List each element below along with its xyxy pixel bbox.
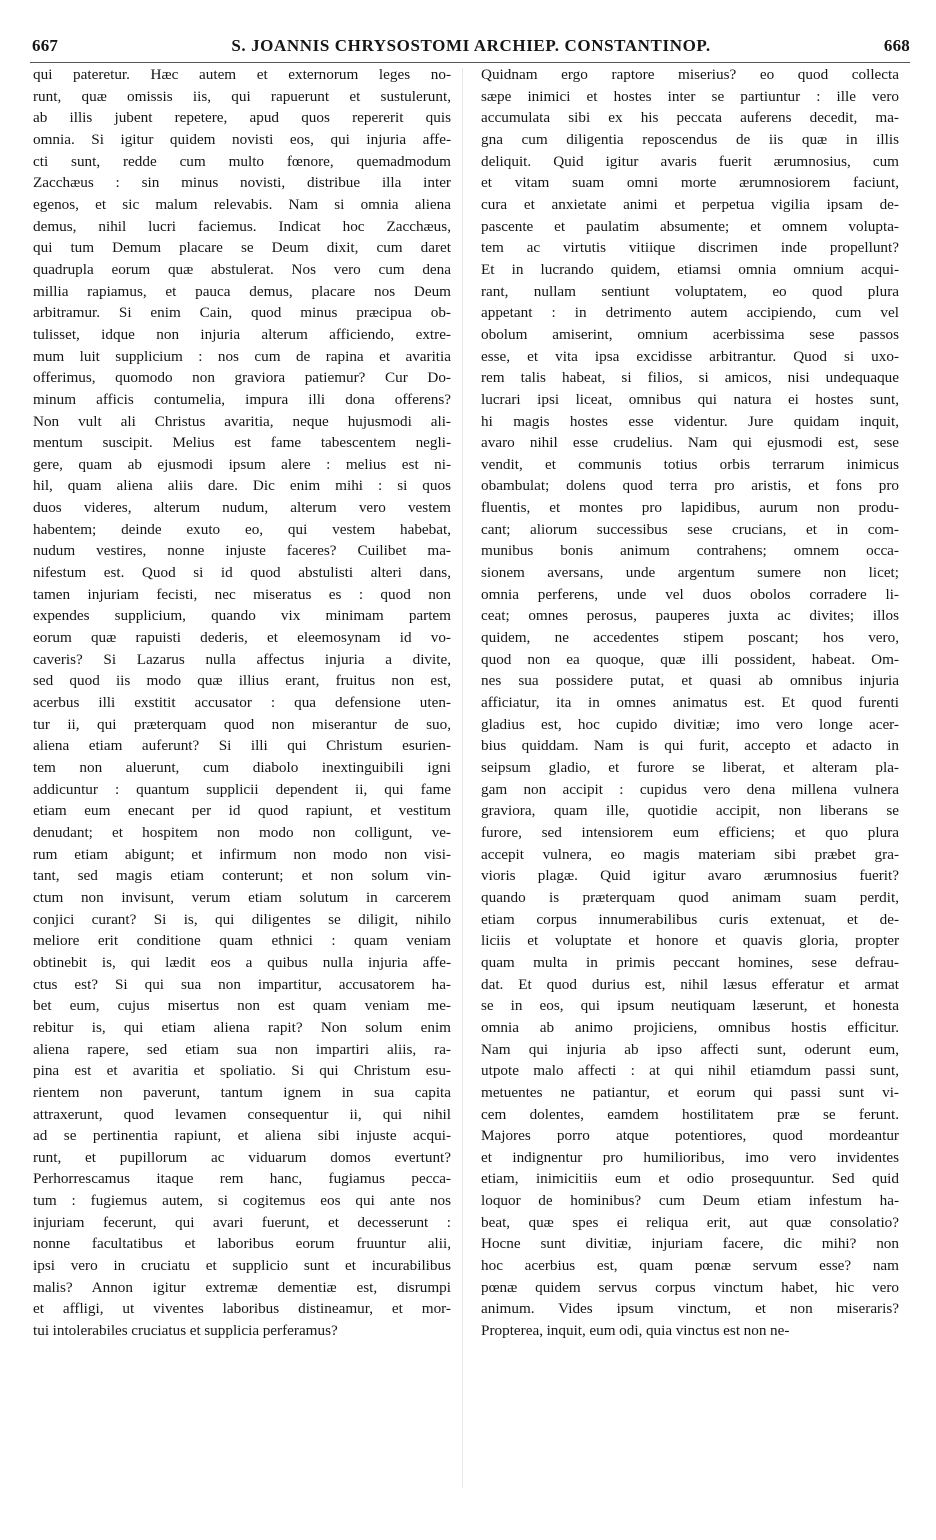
text-line: mentum suscipit. Melius est fame tabescentem negli- bbox=[33, 434, 451, 452]
text-line: quando is præterquam quod animam suam perdit, bbox=[481, 888, 899, 906]
text-line: sed quod iis modo quæ illius erant, fruitus non est, bbox=[33, 672, 451, 690]
text-line: expendes supplicium, quando vix minimam partem bbox=[33, 607, 451, 625]
text-line: tur ii, qui præterquam quod non miserantur de suo, bbox=[33, 715, 451, 733]
text-line: tulisset, idque non injuria alterum afficiendo, extre- bbox=[33, 325, 451, 343]
text-line: acerbus illi exstitit accusator : qua defensione uten- bbox=[33, 694, 451, 712]
text-line: ctus est? Si qui sua non impartitur, accusatorem ha- bbox=[33, 975, 451, 993]
text-line: qui tum Demum placare se Deum dixit, cum daret bbox=[33, 239, 451, 257]
text-line: vioris plagæ. Quid igitur avaro ærumnosius fuerit? bbox=[481, 867, 899, 885]
text-line: duos videres, alterum nudum, alterum vero vestem bbox=[33, 499, 451, 517]
text-line: Non vult ali Christus avaritia, neque hujusmodi ali- bbox=[33, 412, 451, 430]
text-line: quadrupla eorum quæ abstulerat. Nos vero cum dena bbox=[33, 260, 451, 278]
text-line: Et in lucrando quidem, etiamsi omnia omnium acqui- bbox=[481, 260, 899, 278]
text-line: qui pateretur. Hæc autem et externorum leges no- bbox=[33, 66, 451, 83]
text-line: gna cum diligentia reposcendus de iis quæ in illis bbox=[481, 130, 899, 148]
text-line: gere, quam ab ejusmodi ipsum alere : melius est ni- bbox=[33, 455, 451, 473]
text-line: eorum quæ rapuisti dederis, et eleemosynam id vo- bbox=[33, 629, 451, 647]
text-line: se in eos, qui ipsum neutiquam læserunt, et honesta bbox=[481, 997, 899, 1015]
text-line: omnia ab animo projiciens, omnibus hostis efficitur. bbox=[481, 1018, 899, 1036]
text-line: esse, et vita ipsa excidisse arbitrantur. Quod si uxo- bbox=[481, 347, 899, 365]
text-line: appetant : in detrimento autem accipiendo, cum vel bbox=[481, 304, 899, 322]
text-line: pœnæ quidem servus corpus vinctum habet, hic vero bbox=[481, 1278, 899, 1296]
text-line: pina est et avaritia et spoliatio. Si qui Christum esu- bbox=[33, 1062, 451, 1080]
text-line: caveris? Si Lazarus nulla affectus injuria a divite, bbox=[33, 650, 451, 668]
text-line: vendit, et communis totius orbis terrarum inimicus bbox=[481, 455, 899, 473]
text-line: egenos, et sic malum relevabis. Nam si omnia aliena bbox=[33, 195, 451, 213]
text-line: tamen injuriam fecisti, nec miseratus es : quod non bbox=[33, 585, 451, 603]
text-line: aliena rapere, sed etiam sua non impartiri aliis, ra- bbox=[33, 1040, 451, 1058]
text-line: etiam, inimicitiis eum et odio prosequuntur. Sed quid bbox=[481, 1170, 899, 1188]
text-line: aliena etiam auferunt? Si illi qui Christum esurien- bbox=[33, 737, 451, 755]
text-line: meliore erit conditione quam ethnici : quam veniam bbox=[33, 932, 451, 950]
text-line: Propterea, inquit, eum odi, quia vinctus est non ne- bbox=[481, 1322, 790, 1340]
text-line: beat, quæ spes ei reliqua erit, aut quæ consolatio? bbox=[481, 1213, 899, 1231]
text-line: furore, sed intensiorem eum efficiens; et quo plura bbox=[481, 823, 899, 841]
text-line: omnia. Si igitur quidem novisti eos, qui injuria affe- bbox=[33, 130, 451, 148]
text-line: nudum vestires, nonne injuste faceres? Cuilibet ma- bbox=[33, 542, 451, 560]
text-line: tum : fugiemus autem, si cogitemus eos qui ante nos bbox=[33, 1192, 451, 1210]
page-header bbox=[32, 36, 910, 60]
text-line: nes sua possidere putat, et quasi ab omnibus injuria bbox=[481, 672, 899, 690]
text-line: tem non aluerunt, cum diabolo inextinguibili igni bbox=[33, 759, 451, 776]
text-line: liciis et voluptate et honore et quavis gloria, propter bbox=[481, 932, 899, 950]
text-line: quod non ea quoque, quæ illi possident, habeat. Om- bbox=[481, 650, 899, 668]
text-line: conjici curant? Si is, qui diligentes se diligit, nihilo bbox=[33, 910, 451, 928]
text-line: malis? Annon igitur extremæ dementiæ est, disrumpi bbox=[33, 1278, 451, 1296]
text-line: ad se pertinentia rapiunt, et aliena sibi injuste acqui- bbox=[33, 1127, 451, 1145]
text-line: etiam eum enecant per id quod rapiunt, et vestitum bbox=[33, 802, 451, 820]
text-line: ipsi vero in cruciatu et supplicio sunt et incurabilibus bbox=[33, 1257, 451, 1275]
text-line: runt, et pupillorum ac viduarum domos evertunt? bbox=[33, 1148, 451, 1166]
text-line: graviora, quam ille, quotidie accipit, non liberans se bbox=[481, 802, 899, 820]
text-line: millia rapiamus, et pauca demus, placare nos Deum bbox=[33, 282, 451, 300]
text-line: obtinebit is, qui lædit eos a quibus nulla injuria affe- bbox=[33, 953, 451, 971]
text-line: hi magis hostes esse videntur. Jure quidam inquit, bbox=[481, 412, 899, 430]
text-line: minum afficis contumelia, impura illi dona offerens? bbox=[33, 390, 451, 408]
text-line: tem ac virtutis vitiique discrimen inde propellunt? bbox=[481, 239, 899, 257]
text-line: et affligi, ut viventes laboribus distineamur, et mor- bbox=[33, 1300, 451, 1318]
text-line: addicuntur : quantum supplicii dependent ii, qui fame bbox=[33, 780, 451, 798]
left-column bbox=[33, 64, 451, 1342]
text-line: denudant; et hospitem non modo non colligunt, ve- bbox=[33, 823, 451, 841]
text-line: cant; aliorum successibus sese crucians, et in com- bbox=[481, 520, 899, 538]
text-line: quam multa in primis peccant homines, sese defrau- bbox=[481, 953, 899, 971]
text-line: Nam qui injuria ab ipso affecti sunt, oderunt eum, bbox=[481, 1040, 899, 1058]
right-column bbox=[481, 64, 899, 1342]
text-line: utpote malo affecti : at qui nihil etiamdum passi sunt, bbox=[481, 1062, 899, 1080]
text-line: rem talis habeat, si filios, si amicos, nisi undequaque bbox=[481, 369, 899, 387]
text-line: cti sunt, redde cum multo fœnore, quemadmodum bbox=[33, 152, 451, 170]
text-line: gam non accipit : cupidus vero dena millena vulnera bbox=[481, 780, 899, 798]
text-line: mum luit supplicium : nos cum de rapina et avaritia bbox=[33, 347, 451, 365]
text-line: lucrari ipsi liceat, omnibus qui natura ei hostes sunt, bbox=[481, 390, 899, 408]
text-line: afficiatur, ita in omnes animatus est. Et quod furenti bbox=[481, 694, 899, 712]
text-line: gladius est, hoc cupido divitiæ; imo vero longe acer- bbox=[481, 715, 899, 733]
text-line: sæpe inimici et hostes inter se partiuntur : ille vero bbox=[481, 87, 899, 105]
page-number-left: 667 bbox=[32, 36, 59, 55]
text-line: arbitramur. Si enim Cain, quod minus præcipua ob- bbox=[33, 304, 451, 322]
text-line: quidem, ne accedentes stipem poscant; hos vero, bbox=[481, 629, 899, 647]
running-title: S. JOANNIS CHRYSOSTOMI ARCHIEP. CONSTANTINOP. bbox=[231, 36, 711, 55]
text-line: rientem non paverunt, tantum ignem in sua capita bbox=[33, 1083, 451, 1101]
text-line: obambulat; dolens quod terra pro aristis, et fons pro bbox=[481, 477, 899, 495]
text-line: loquor de hominibus? cum Deum etiam infestum ha- bbox=[481, 1192, 899, 1210]
text-line: habentem; deinde exuto eo, qui vestem habebat, bbox=[33, 520, 451, 538]
text-line: omnia perferens, unde vel duos obolos corradere li- bbox=[481, 585, 899, 603]
text-line: injuriam fecerunt, qui avari fuerunt, et decesserunt : bbox=[33, 1213, 451, 1231]
text-line: rum etiam abigunt; et infirmum non modo non visi- bbox=[33, 845, 451, 863]
text-line: accumulata sibi ex his peccata auferens decedit, ma- bbox=[481, 109, 899, 127]
page-number-right: 668 bbox=[883, 36, 910, 55]
text-line: avaro nihil esse crudelius. Nam qui ejusmodi est, sese bbox=[481, 434, 899, 452]
text-line: attraxerunt, quod levamen consequentur ii, qui nihil bbox=[33, 1105, 451, 1123]
text-line: Hocne sunt divitiæ, injuriam facere, dic mihi? non bbox=[481, 1235, 899, 1253]
text-line: Perhorrescamus itaque rem hanc, fugiamus pecca- bbox=[33, 1170, 451, 1188]
text-line: cura et anxietate animi et perpetua vigilia ipsam de- bbox=[481, 195, 899, 213]
text-line: accepit vulnera, eo magis materiam sibi præbet gra- bbox=[481, 845, 899, 863]
text-line: etiam corpus innumerabilibus curis extenuat, et de- bbox=[481, 910, 899, 928]
text-line: deliquit. Quid igitur avaris fuerit ærumnosius, cum bbox=[481, 152, 899, 170]
text-line: hil, quam aliena aliis dare. Dic enim mihi : si quos bbox=[33, 477, 451, 495]
text-line: cem dolentes, eamdem hostilitatem præ se ferunt. bbox=[481, 1105, 899, 1123]
text-line: runt, quæ omissis iis, qui rapuerunt et sustulerunt, bbox=[33, 87, 451, 105]
text-line: Majores porro atque potentiores, quod mordeantur bbox=[481, 1127, 899, 1145]
text-line: demus, nihil lucri faciemus. Indicat hoc Zacchæus, bbox=[33, 217, 451, 235]
text-line: rant, nullam sentiunt voluptatem, eo quod plura bbox=[481, 282, 899, 300]
text-line: nonne facultatibus et laboribus eorum fruuntur alii, bbox=[33, 1235, 451, 1253]
text-line: pascente et paulatim absumente; et omnem volupta- bbox=[481, 217, 899, 235]
text-line: hoc acerbius est, quam pœnæ servum esse? nam bbox=[481, 1257, 899, 1275]
text-line: rebitur is, qui etiam aliena rapit? Non solum enim bbox=[33, 1018, 451, 1036]
text-line: fluentis, et montes pro lapidibus, aurum non produ- bbox=[481, 499, 899, 517]
text-line: offerimus, quomodo non graviora patiemur? Cur Do- bbox=[33, 369, 451, 387]
text-line: dat. Et quod durius est, nihil læsus efferatur et armat bbox=[481, 975, 899, 993]
text-line: bet eum, cujus misertus non est quam veniam me- bbox=[33, 997, 451, 1015]
text-line: ctum non invisunt, verum etiam solutum in carcerem bbox=[33, 888, 451, 906]
header-rule bbox=[30, 62, 910, 63]
text-line: tui intolerabiles cruciatus et supplicia perferamus? bbox=[33, 1322, 338, 1340]
text-line: metuentes ne patiantur, et eorum qui passi sunt vi- bbox=[481, 1083, 899, 1101]
text-line: obolum amiserint, omnium acerbissima sese passos bbox=[481, 325, 899, 343]
column-gutter bbox=[462, 68, 463, 1488]
text-line: Zacchæus : sin minus novisti, distribue illa inter bbox=[33, 174, 451, 192]
text-line: ceat; omnes perosus, pauperes juxta ac divites; illos bbox=[481, 607, 899, 625]
text-line: tant, sed magis etiam conterunt; et non solum vin- bbox=[33, 867, 451, 885]
text-line: animum. Vides ipsum vinctum, et non miseraris? bbox=[481, 1300, 899, 1318]
text-line: ab illis jubent repetere, apud quos repererit quis bbox=[33, 109, 451, 127]
text-line: sionem aversans, unde argentum sumere non licet; bbox=[481, 564, 899, 582]
text-line: nifestum est. Quod si id quod abstulisti alteri dans, bbox=[33, 564, 451, 582]
text-line: bius quiddam. Nam is qui furit, accepto et adacto in bbox=[481, 737, 899, 755]
text-line: munibus bonis animum contrahens; omnem occa- bbox=[481, 542, 899, 560]
text-line: seipsum gladio, et furore se liberat, et alteram pla- bbox=[481, 759, 899, 776]
text-line: et vitam suam omni morte ærumnosiorem faciunt, bbox=[481, 174, 899, 192]
text-line: et indignentur pro humilioribus, imo vero invidentes bbox=[481, 1148, 899, 1166]
text-line: Quidnam ergo raptore miserius? eo quod collecta bbox=[481, 66, 899, 83]
